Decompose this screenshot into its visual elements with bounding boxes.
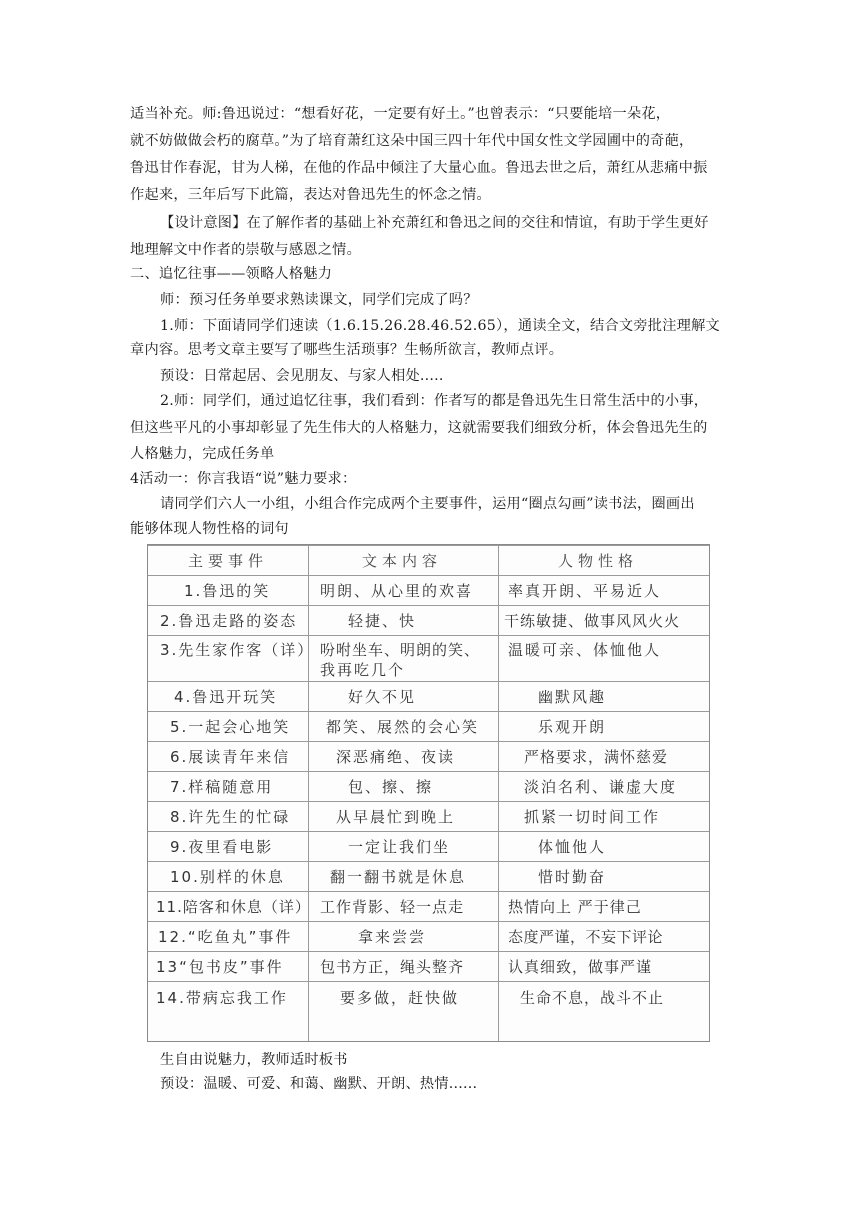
table-row xyxy=(148,861,709,892)
paragraph-line: 2.师：同学们，通过追忆往事，我们看到：作者写的都是鲁迅先生日常生活中的小事， xyxy=(160,393,709,409)
table-row xyxy=(148,605,709,636)
table-cell: 惜时勤奋 xyxy=(538,868,607,886)
table-cell: 10.别样的休息 xyxy=(170,868,285,886)
table-cell: 11.陪客和休息（详） xyxy=(156,898,311,916)
table-cell: 包书方正，绳头整齐 xyxy=(320,958,465,976)
table-cell: 吩咐坐车、明朗的笑、 xyxy=(320,641,481,659)
table-row xyxy=(148,831,709,862)
paragraph-line: 师：预习任务单要求熟读课文，同学们完成了吗？ xyxy=(160,292,478,308)
header-cell: 主要事件 xyxy=(188,552,269,570)
table-cell: 深恶痛绝、夜读 xyxy=(336,748,456,766)
table-cell: 态度严谨，不妄下评论 xyxy=(508,928,664,946)
table-cell: 从早晨忙到晚上 xyxy=(336,808,456,826)
table-cell: 1.鲁迅的笑 xyxy=(184,582,271,600)
table-cell: 14.带病忘我工作 xyxy=(156,989,288,1007)
table-row xyxy=(148,951,709,982)
activity-heading: 4活动一：你言我语“说”魅力要求： xyxy=(130,471,357,487)
paragraph-line: 1.师：下面请同学们速读（1.6.15.26.28.46.52.65），通读全文，结合文旁批注理解文 xyxy=(160,318,720,334)
table-cell: 好久不见 xyxy=(348,688,417,706)
header-cell: 人物性格 xyxy=(558,552,639,570)
paragraph-line: 人格魅力，完成任务单 xyxy=(130,446,275,462)
table-cell: 认真细致，做事严谨 xyxy=(508,958,653,976)
table-cell: 我再吃几个 xyxy=(320,661,406,679)
table-row xyxy=(148,921,709,952)
table-cell: 热情向上 严于律己 xyxy=(508,898,642,916)
table-cell: 包、擦、擦 xyxy=(348,778,434,796)
table-cell: 5.一起会心地笑 xyxy=(170,718,291,736)
table-cell: 13“包书皮”事件 xyxy=(156,958,284,976)
table-cell: 要多做，赶快做 xyxy=(340,989,460,1007)
table-cell: 严格要求，满怀慈爱 xyxy=(524,748,669,766)
table-cell: 轻捷、快 xyxy=(348,612,417,630)
table-cell: 拿来尝尝 xyxy=(358,928,427,946)
paragraph-line: 就不妨做做会朽的腐草。”为了培育萧红这朵中国三四十年代中国女性文学园圃中的奇葩， xyxy=(130,133,694,149)
table-row xyxy=(148,681,709,712)
character-table xyxy=(147,544,710,1042)
paragraph-line: 预设：温暖、可爱、和蔼、幽默、开朗、热情...... xyxy=(160,1076,478,1092)
table-header-row xyxy=(148,545,709,576)
paragraph-line: 请同学们六人一小组，小组合作完成两个主要事件，运用“圈点勾画”读书法，圈画出 xyxy=(160,496,695,512)
table-cell: 淡泊名利、谦虚大度 xyxy=(524,778,678,796)
section-heading: 二、追忆往事——领略人格魅力 xyxy=(130,266,333,282)
paragraph-line: 章内容。思考文章主要写了哪些生活琐事？生畅所欲言，教师点评。 xyxy=(130,342,564,358)
paragraph-line: 生自由说魅力，教师适时板书 xyxy=(160,1052,348,1068)
table-cell: 12.“吃鱼丸”事件 xyxy=(158,928,293,946)
table-cell: 7.样稿随意用 xyxy=(170,778,274,796)
header-cell: 文本内容 xyxy=(362,552,443,570)
table-row xyxy=(148,981,709,1014)
table-cell: 8.许先生的忙碌 xyxy=(170,808,291,826)
table-cell: 3.先生家作客（详） xyxy=(160,641,315,659)
table-row xyxy=(148,741,709,772)
table-cell: 一定让我们坐 xyxy=(348,838,451,856)
table-cell: 都笑、展然的会心笑 xyxy=(326,718,480,736)
table-row xyxy=(148,801,709,832)
table-cell: 干练敏捷、做事风风火火 xyxy=(504,612,681,630)
design-intent-line: 【设计意图】在了解作者的基础上补充萧红和鲁迅之间的交往和情谊，有助于学生更好 xyxy=(160,215,709,231)
table-row xyxy=(148,635,709,682)
table-cell: 乐观开朗 xyxy=(538,718,607,736)
paragraph-line: 预设：日常起居、会见朋友、与家人相处..... xyxy=(160,368,444,384)
table-row xyxy=(148,711,709,742)
table-cell: 体恤他人 xyxy=(538,838,607,856)
table-cell: 生命不息，战斗不止 xyxy=(520,989,665,1007)
table-cell: 6.展读青年来信 xyxy=(170,748,291,766)
paragraph-line: 地理解文中作者的崇敬与感恩之情。 xyxy=(130,242,362,258)
paragraph-line: 鲁迅甘作春泥，甘为人梯，在他的作品中倾注了大量心血。鲁迅去世之后，萧红从悲痛中振 xyxy=(130,160,708,176)
paragraph-line: 但这些平凡的小事却彰显了先生伟大的人格魅力，这就需要我们细致分析，体会鲁迅先生的 xyxy=(130,420,708,436)
table-cell: 2.鲁迅走路的姿态 xyxy=(160,612,298,630)
table-cell: 抓紧一切时间工作 xyxy=(524,808,661,826)
table-cell: 明朗、从心里的欢喜 xyxy=(320,582,474,600)
table-cell: 4.鲁迅开玩笑 xyxy=(174,688,278,706)
table-cell: 翻一翻书就是休息 xyxy=(330,868,467,886)
paragraph-line: 适当补充。师:鲁迅说过：“想看好花，一定要有好土。”也曾表示：“只要能培一朵花， xyxy=(130,106,671,122)
table-cell: 率真开朗、平易近人 xyxy=(508,582,662,600)
table-cell: 温暖可亲、体恤他人 xyxy=(508,641,662,659)
table-row xyxy=(148,575,709,606)
paragraph-line: 能够体现人物性格的词句 xyxy=(130,521,289,537)
table-cell: 工作背影、轻一点走 xyxy=(320,898,465,916)
table-cell: 9.夜里看电影 xyxy=(170,838,274,856)
table-row xyxy=(148,891,709,922)
table-cell: 幽默风趣 xyxy=(538,688,607,706)
paragraph-line: 作起来，三年后写下此篇，表达对鲁迅先生的怀念之情。 xyxy=(130,187,491,203)
table-row xyxy=(148,771,709,802)
